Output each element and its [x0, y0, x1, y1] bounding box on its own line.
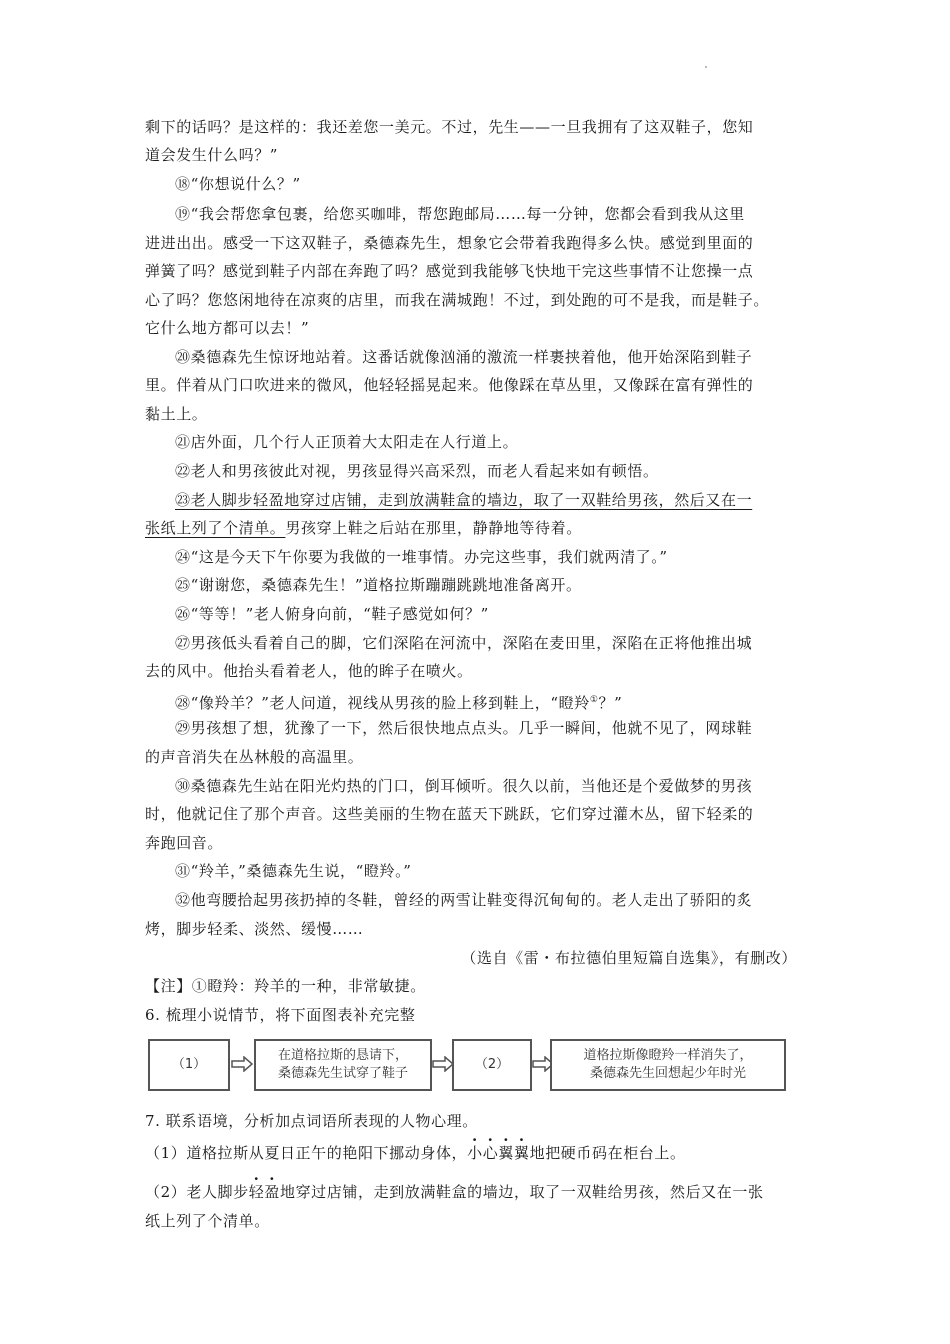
question-6-title: 6. 梳理小说情节，将下面图表补充完整 — [145, 1006, 416, 1024]
scan-speck — [705, 66, 707, 68]
paragraph-31: ㉛“羚羊，”桑德森先生说，“瞪羚。” — [175, 862, 412, 880]
text-line: 烤，脚步轻柔、淡然、缓慢…… — [145, 920, 364, 938]
question-7-item-2 — [145, 1182, 805, 1202]
text-span: 地把硬币码在柜台上。 — [529, 1144, 686, 1162]
arrow-right-icon — [231, 1056, 253, 1072]
paragraph-29: ㉙男孩想了想，犹豫了一下，然后很快地点点头。几乎一瞬间，他就不见了，网球鞋 — [175, 719, 753, 737]
paragraph-24: ㉔“这是今天下午你要为我做的一堆事情。办完这些事，我们就两清了。” — [175, 548, 668, 566]
text-span: （2）老人脚步 — [145, 1183, 249, 1201]
paragraph-19: ⑲“我会帮您拿包裹，给您买咖啡，帮您跑邮局……每一分钟，您都会看到我从这里 — [175, 205, 745, 223]
flow-box-label: （2） — [474, 1057, 510, 1072]
text-span: ？” — [598, 694, 623, 712]
footnote-marker: ① — [589, 695, 599, 705]
paragraph-26: ㉖“等等！”老人俯身向前，“鞋子感觉如何？” — [175, 605, 489, 623]
flow-box-blank-2 — [452, 1039, 532, 1091]
text-line: 道会发生什么吗？” — [145, 146, 279, 164]
paragraph-18: ⑱“你想说什么？” — [175, 175, 301, 193]
flow-box-text: 道格拉斯像瞪羚一样消失了， — [583, 1048, 753, 1063]
flow-box-text: 在道格拉斯的恳请下， — [277, 1048, 408, 1063]
paragraph-28 — [175, 690, 805, 713]
question-7-title: 7. 联系语境，分析加点词语所表现的人物心理。 — [145, 1112, 478, 1130]
arrow-right-icon — [432, 1056, 454, 1072]
paragraph-23-underlined: ㉓老人脚步轻盈地穿过店铺，走到放满鞋盒的墙边，取了一双鞋给男孩，然后又在一 — [175, 491, 753, 509]
dotted-char: 翼 — [498, 1144, 514, 1162]
paragraph-22: ㉒老人和男孩彼此对视，男孩显得兴高采烈，而老人看起来如有顿悟。 — [175, 462, 659, 480]
plot-flowchart — [148, 1036, 788, 1094]
text-line — [145, 518, 805, 538]
text-line: 去的风中。他抬头看着老人，他的眸子在喷火。 — [145, 662, 473, 680]
paragraph-21: ㉑店外面，几个行人正顶着大太阳走在人行道上。 — [175, 433, 519, 451]
dotted-char: 翼 — [513, 1144, 530, 1162]
dotted-char: 小 — [467, 1144, 483, 1162]
dotted-char: 轻 — [248, 1183, 265, 1201]
paragraph-32: ㉜他弯腰拾起男孩扔掉的冬鞋，曾经的两雪让鞋变得沉甸甸的。老人走出了骄阳的炙 — [175, 891, 753, 909]
text-line: 纸上列了个清单。 — [145, 1212, 270, 1230]
dotted-char: 盈 — [264, 1183, 280, 1201]
text-line: 进进出出。感受一下这双鞋子，桑德森先生，想象它会带着我跑得多么快。感觉到里面的 — [145, 234, 754, 252]
paragraph-30: ㉚桑德森先生站在阳光灼热的门口，倒耳倾听。很久以前，当他还是个爱做梦的男孩 — [175, 777, 753, 795]
text-line: 奔跑回音。 — [145, 834, 224, 852]
source-citation: （选自《雷・布拉德伯里短篇自选集》，有删改） — [461, 949, 797, 967]
text-line: 时，他就记住了那个声音。这些美丽的生物在蓝天下跳跃，它们穿过灌木丛，留下轻柔的 — [145, 805, 754, 823]
text-span: ㉘“像羚羊？”老人问道，视线从男孩的脸上移到鞋上，“瞪羚 — [175, 694, 590, 712]
text-line: 弹簧了吗？感觉到鞋子内部在奔跑了吗？感觉到我能够飞快地干完这些事情不让您操一点 — [145, 262, 754, 280]
flow-box-step-2 — [254, 1039, 432, 1091]
flow-box-blank-1 — [148, 1039, 230, 1091]
question-7-item-1 — [145, 1143, 805, 1163]
plain-text: 男孩穿上鞋之后站在那里，静静地等待着。 — [285, 519, 582, 537]
flow-box-text: 桑德森先生试穿了鞋子 — [277, 1066, 408, 1081]
footnote: 【注】①瞪羚：羚羊的一种，非常敏捷。 — [145, 977, 426, 995]
text-line: 剩下的话吗？是这样的：我还差您一美元。不过，先生——一旦我拥有了这双鞋子，您知 — [145, 118, 754, 136]
paragraph-20: ⑳桑德森先生惊讶地站着。这番话就像汹涌的激流一样裹挟着他，他开始深陷到鞋子 — [175, 348, 753, 366]
dotted-char: 心 — [482, 1144, 499, 1162]
paragraph-25: ㉕“谢谢您，桑德森先生！”道格拉斯蹦蹦跳跳地准备离开。 — [175, 576, 582, 594]
text-line: 心了吗？您悠闲地待在凉爽的店里，而我在满城跑！不过，到处跑的可不是我，而是鞋子。 — [145, 291, 770, 309]
text-span: （1）道格拉斯从夏日正午的艳阳下挪动身体， — [145, 1144, 468, 1162]
flow-box-step-4 — [550, 1039, 786, 1091]
underlined-text: 张纸上列了个清单。 — [145, 519, 286, 537]
text-line: 它什么地方都可以去！” — [145, 319, 310, 337]
flow-box-text: 桑德森先生回想起少年时光 — [589, 1066, 746, 1081]
flow-box-label: （1） — [171, 1057, 207, 1072]
text-line: 里。伴着从门口吹进来的微风，他轻轻摇晃起来。他像踩在草丛里，又像踩在富有弹性的 — [145, 376, 754, 394]
text-line: 的声音消失在丛林般的高温里。 — [145, 748, 364, 766]
text-span: 地穿过店铺，走到放满鞋盒的墙边，取了一双鞋给男孩，然后又在一张 — [279, 1183, 764, 1201]
text-line: 黏土上。 — [145, 405, 208, 423]
paragraph-27: ㉗男孩低头看着自己的脚，它们深陷在河流中，深陷在麦田里，深陷在正将他推出城 — [175, 634, 753, 652]
